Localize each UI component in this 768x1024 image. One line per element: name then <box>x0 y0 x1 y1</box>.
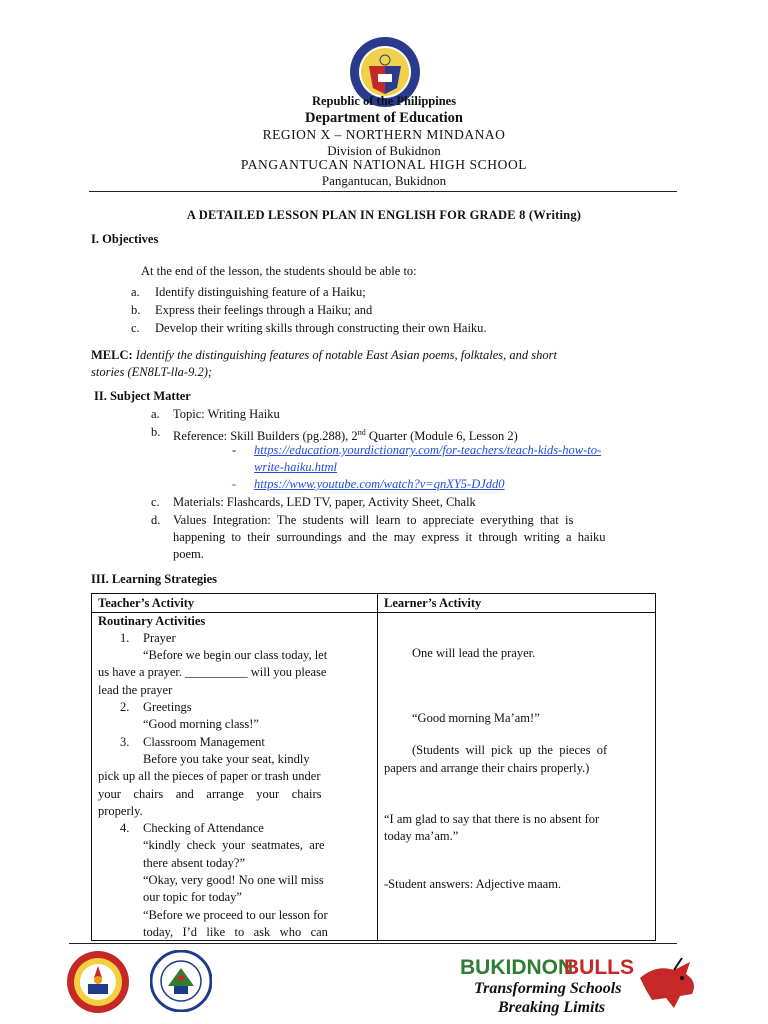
teacher-line: Before you take your seat, kindly <box>143 752 310 766</box>
routinary-activities-label: Routinary Activities <box>98 614 206 628</box>
reference-pre: Reference: Skill Builders (pg.288), 2 <box>173 429 358 444</box>
objectives-intro: At the end of the lesson, the students should be able to: <box>141 264 417 278</box>
teacher-line: pick up all the pieces of paper or trash under <box>98 769 321 783</box>
learner-line: -Student answers: Adjective maam. <box>384 877 562 891</box>
objectives-heading: I. Objectives <box>91 232 159 246</box>
reference-post: Quarter (Module 6, Lesson 2) <box>365 429 518 444</box>
division-seal-logo <box>150 950 212 1012</box>
header-republic: Republic of the Philippines <box>311 94 457 108</box>
subject-matter-heading: II. Subject Matter <box>94 389 191 403</box>
learner-line: today ma’am.” <box>384 829 459 843</box>
teacher-marker-3: 3. <box>120 735 130 749</box>
learner-line: “I am glad to say that there is no absent for <box>384 812 600 826</box>
teacher-line: our topic for today” <box>143 890 242 904</box>
footer-divider <box>69 943 677 944</box>
learner-line: papers and arrange their chairs properly.) <box>384 761 590 775</box>
slogan-line2: Breaking Limits <box>498 999 606 1016</box>
values-line1: Values Integration: The students will learn to appreciate everything that is <box>173 513 574 527</box>
header-region: REGION X – NORTHERN MINDANAO <box>262 127 506 142</box>
bull-icon <box>640 958 694 1008</box>
teacher-line: there absent today?” <box>143 856 246 870</box>
column-header-teacher: Teacher’s Activity <box>98 596 195 610</box>
lesson-plan-title: A DETAILED LESSON PLAN IN ENGLISH FOR GRADE 8 (Writing) <box>186 208 582 222</box>
teacher-line: Classroom Management <box>143 735 265 749</box>
reference-link-yourdictionary-cont[interactable]: write-haiku.html <box>254 460 337 474</box>
link2-dash: - <box>232 477 237 491</box>
bukidnon-bulls-logo <box>460 952 700 1018</box>
school-seal-logo <box>66 950 130 1014</box>
header-divider <box>89 191 677 192</box>
column-header-learner: Learner’s Activity <box>384 596 482 610</box>
teacher-line: Checking of Attendance <box>143 821 264 835</box>
teacher-line: Greetings <box>143 700 192 714</box>
header-school: PANGANTUCAN NATIONAL HIGH SCHOOL <box>240 157 528 172</box>
objective-item-b: Express their feelings through a Haiku; and <box>155 303 373 317</box>
objective-marker-c: c. <box>131 321 140 335</box>
activities-table <box>91 593 656 941</box>
teacher-line: us have a prayer. __________ will you please <box>98 665 327 679</box>
values-line2: happening to their surroundings and the may express it through writing a haiku <box>173 530 606 544</box>
teacher-line: “Before we proceed to our lesson for <box>143 908 328 922</box>
header-department: Department of Education <box>305 110 463 126</box>
reference-sup: nd <box>357 428 366 437</box>
objective-marker-a: a. <box>131 285 140 299</box>
header-location: Pangantucan, Bukidnon <box>321 173 447 188</box>
reference-link-youtube[interactable]: https://www.youtube.com/watch?v=qnXY5-DJdd0 <box>254 477 505 491</box>
reference-link-yourdictionary[interactable]: https://education.yourdictionary.com/for-teachers/teach-kids-how-to- <box>254 443 602 457</box>
teacher-line: Prayer <box>143 631 176 645</box>
teacher-marker-2: 2. <box>120 700 130 714</box>
values-marker: d. <box>151 513 161 527</box>
learner-line: One will lead the prayer. <box>412 646 536 660</box>
topic-text: Topic: Writing Haiku <box>173 407 280 421</box>
teacher-line: today, I’d like to ask who can <box>143 925 328 939</box>
objective-item-a: Identify distinguishing feature of a Haiku; <box>155 285 366 299</box>
teacher-marker-1: 1. <box>120 631 130 645</box>
topic-marker: a. <box>151 407 160 421</box>
teacher-line: properly. <box>98 804 143 818</box>
reference-marker: b. <box>151 425 161 439</box>
link1-dash: - <box>232 443 237 457</box>
objective-item-c: Develop their writing skills through constructing their own Haiku. <box>155 321 487 335</box>
melc-text-line1: Identify the distinguishing features of notable East Asian poems, folktales, and short <box>135 348 557 362</box>
teacher-line: “Before we begin our class today, let <box>143 648 328 662</box>
objective-marker-b: b. <box>131 303 141 317</box>
materials-text: Materials: Flashcards, LED TV, paper, Activity Sheet, Chalk <box>173 495 476 509</box>
teacher-line: your chairs and arrange your chairs <box>98 787 322 801</box>
materials-marker: c. <box>151 495 160 509</box>
brand-name-bulls: BULLS <box>564 956 634 979</box>
learning-strategies-heading: III. Learning Strategies <box>91 572 218 586</box>
teacher-line: “Good morning class!” <box>143 717 259 731</box>
teacher-line: lead the prayer <box>98 683 173 697</box>
teacher-line: “kindly check your seatmates, are <box>143 838 325 852</box>
teacher-line: “Okay, very good! No one will miss <box>143 873 324 887</box>
melc-block <box>91 347 677 364</box>
teacher-marker-4: 4. <box>120 821 130 835</box>
slogan-line1: Transforming Schools <box>474 980 622 997</box>
melc-label: MELC: <box>91 348 133 362</box>
learner-line: (Students will pick up the pieces of <box>412 743 608 757</box>
brand-name-bukidnon: BUKIDNON <box>460 956 574 979</box>
header-division: Division of Bukidnon <box>327 143 441 158</box>
melc-text-line2: stories (EN8LT-lla-9.2); <box>91 365 213 379</box>
table-column-divider <box>377 594 378 940</box>
learner-line: “Good morning Ma’am!” <box>412 711 540 725</box>
values-line3: poem. <box>173 547 204 561</box>
